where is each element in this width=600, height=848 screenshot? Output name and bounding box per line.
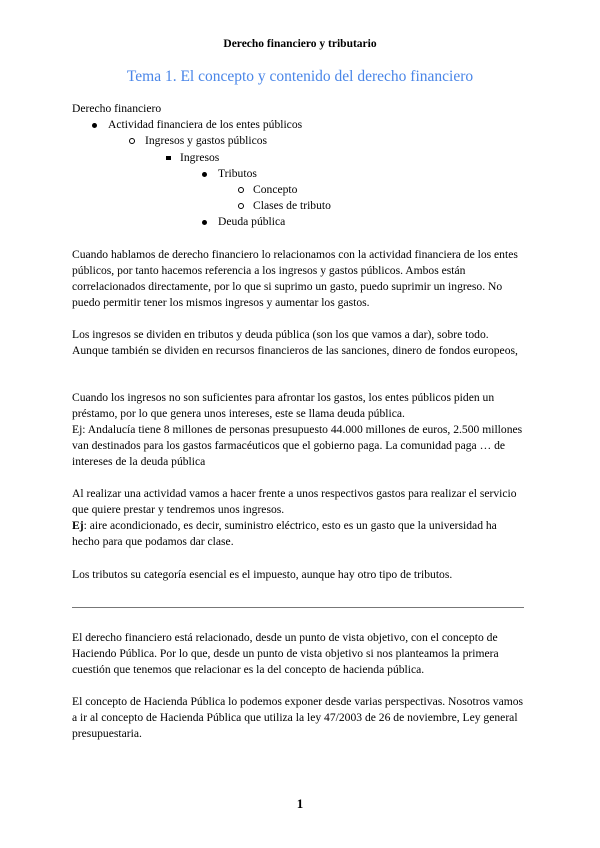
outline-item (72, 117, 524, 133)
outline-item-label: Tributos (218, 166, 257, 180)
paragraph-5: Los tributos su categoría esencial es el impuesto, aunque hay otro tipo de tributos. (72, 568, 453, 581)
outline-item (72, 133, 524, 149)
horizontal-divider (72, 607, 524, 608)
circle-bullet-icon (238, 187, 244, 193)
paragraph-3-text: Cuando los ingresos no son suficientes para afrontar los gastos, los entes públicos piden un préstamo, por lo que genera unos intereses, este se llama deuda pública. (72, 391, 495, 420)
outline-item-label: Actividad financiera de los entes públicos (108, 118, 303, 132)
section-title: Tema 1. El concepto y contenido del derecho financiero (126, 68, 474, 85)
paragraph-4-text: Al realizar una actividad vamos a hacer frente a unos respectivos gastos para realizar el servicio que quiere prestar y tendremos unos ingresos. (72, 487, 517, 516)
outline-item-label: Clases de tributo (253, 199, 331, 213)
disc-bullet-icon (92, 123, 97, 128)
disc-bullet-icon (202, 172, 207, 177)
outline-item-label: Derecho financiero (72, 102, 162, 115)
outline-item (72, 101, 524, 117)
paragraph-7: El concepto de Hacienda Pública lo podemos exponer desde varias perspectivas. Nosotros vamos a ir al concepto de Hacienda Pública que utiliza la ley 47/2003 de 26 de noviembre, Ley general presupuestaria. (72, 695, 524, 740)
paragraph-2: Los ingresos se dividen en tributos y deuda pública (son los que vamos a dar), sobre todo. Aunque también se dividen en recursos financieros de las sanciones, dinero de fondos europeos, (72, 328, 518, 357)
outline-item-label: Ingresos (180, 150, 220, 164)
outline-item-label: Ingresos y gastos públicos (145, 134, 268, 148)
outline-item-label: Concepto (253, 182, 298, 196)
disc-bullet-icon (202, 220, 207, 225)
document-header: Derecho financiero y tributario (223, 38, 377, 50)
outline-item (72, 166, 524, 182)
square-bullet-icon (166, 156, 171, 161)
paragraph-4-example (72, 518, 524, 550)
outline-item-label: Deuda pública (218, 215, 286, 229)
circle-bullet-icon (129, 138, 135, 144)
paragraph-3-example: Ej: Andalucía tiene 8 millones de personas presupuesto 44.000 millones de euros, 2.500 millones van destinados para los gastos farmacéuticos que el gobierno paga. La comunidad paga … de intereses de la deuda pública (72, 423, 523, 468)
topic-outline (72, 101, 524, 231)
outline-item (72, 198, 524, 214)
paragraph-3 (72, 390, 524, 470)
paragraph-1: Cuando hablamos de derecho financiero lo relacionamos con la actividad financiera de los entes públicos, por tanto hacemos referencia a los ingresos y gastos públicos. Ambos están correlacionados directamente, por lo que si suprimo un gasto, puedo suprimir un ingreso. No puedo permitir tener los mismos ingresos y aumentar los gastos. (72, 248, 518, 309)
outline-item (72, 214, 524, 230)
paragraph-4 (72, 486, 524, 550)
paragraph-6: El derecho financiero está relacionado, desde un punto de vista objetivo, con el concepto de Haciendo Pública. Por lo que, desde un punto de vista objetivo si nos planteamos la primera cuestión que tenemos que relacionar es la del concepto de hacienda pública. (72, 631, 499, 676)
page-number: 1 (296, 796, 304, 811)
example-text: : aire acondicionado, es decir, suministro eléctrico, esto es un gasto que la universidad ha hecho para que podamos dar clase. (72, 519, 497, 548)
outline-item (72, 150, 524, 166)
outline-item (72, 182, 524, 198)
circle-bullet-icon (238, 203, 244, 209)
example-label: Ej (72, 519, 84, 532)
